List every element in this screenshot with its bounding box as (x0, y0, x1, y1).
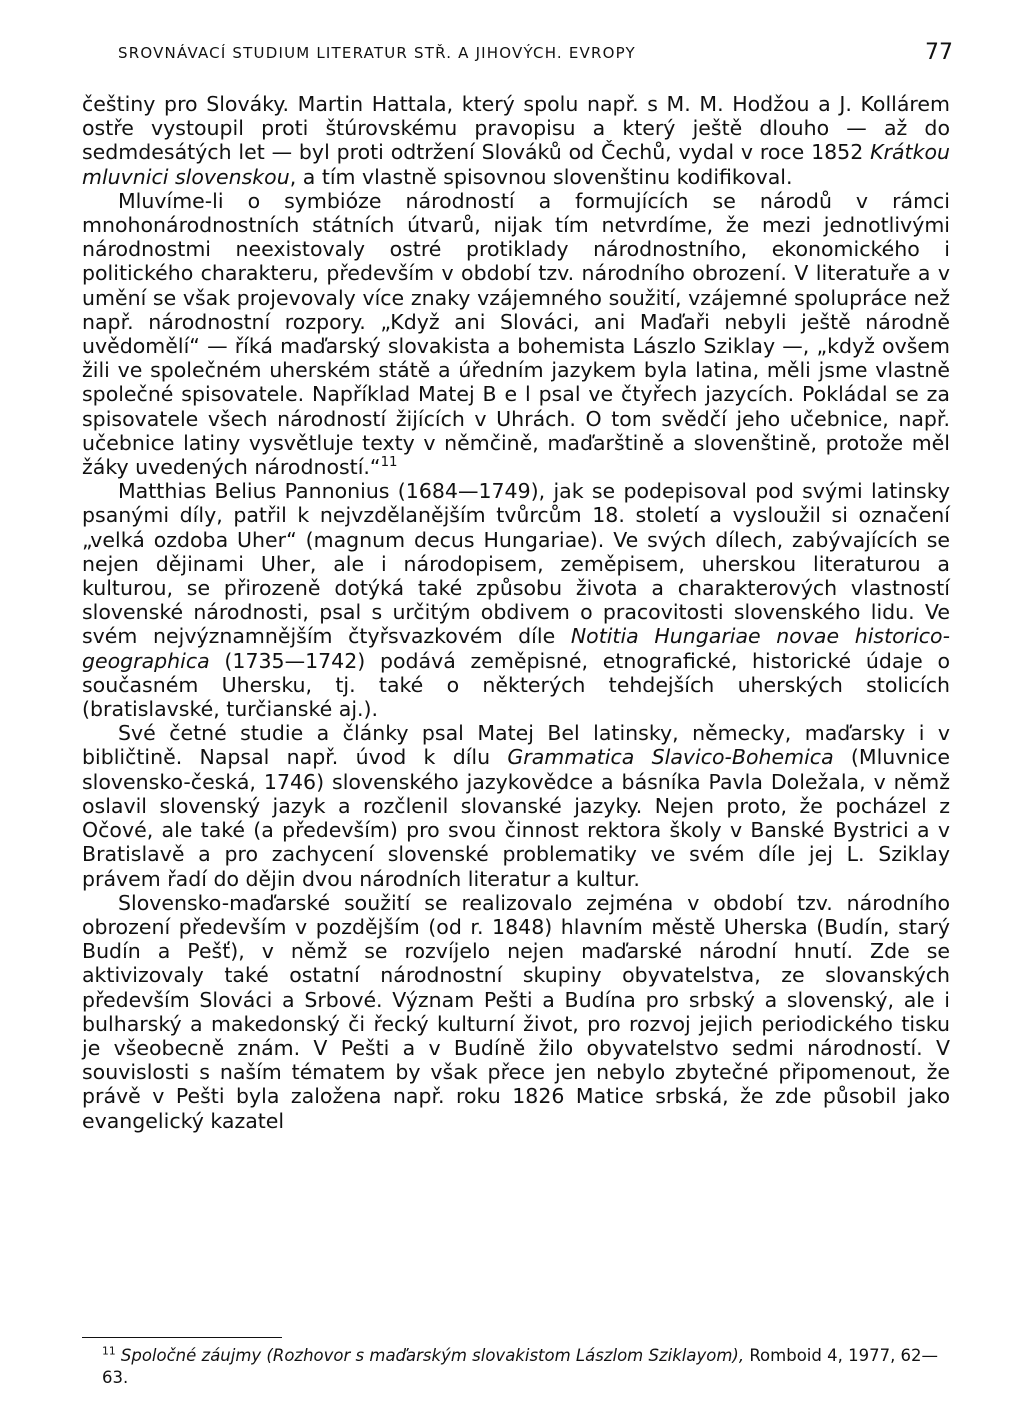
footnote (82, 1345, 950, 1389)
text-run: (Mluvnice slovensko-česká, 1746) slovenského jazykovědce a básníka Pavla Doležala, v němž oslavil slovenský jazyk a rozčlenil slovanské jazyky. Nejen proto, že pocházel z Očové, ale také (a především) pro svou činnost rektora školy v Banské Bystrici a v Bratislavě a pro zachycení slovenské problematiky ve svém díle jej L. Sziklay právem řadí do dějin dvou národních literatur a kultur. (82, 745, 951, 891)
body-text (82, 92, 950, 1133)
text-run: Mluvíme-li o symbióze národností a formujících se národů v rámci mnohonárodnostních státních útvarů, nijak tím netvrdíme, že mezi jednotlivými národnostmi neexistovaly ostré protiklady národnostního, ekonomického i politického charakteru, především v období tzv. národního obrození. V literatuře a v umění se však projevovaly více znaky vzájemného soužití, vzájemné spolupráce než např. národnostní rozpory. „Když ani Slováci, ani Maďaři nebyli ještě národně uvědomělí“ — říká maďarský slovakista a bohemista Lászlo Sziklay —, „když ovšem žili ve společném uherském státě a úředním jazykem byla latina, měli jsme vlastně společné spisovatele. Například Matej B e l psal ve čtyřech jazycích. Pokládal se za spisovatele všech národností žijících v Uhrách. O tom svědčí jeho učebnice, např. učebnice latiny vysvětluje texty v němčině, maďarštině a slovenštině, protože měl žáky uvedených národností.“ (82, 188, 950, 480)
paragraph (82, 721, 950, 890)
italic-title: Spoločné záujmy (Rozhovor s maďarským slovakistom Lászlom Sziklayom), (120, 1346, 745, 1365)
paragraph (82, 479, 950, 721)
text-run: Své četné studie a články psal Matej Bel latinsky, německy, maďarsky i v bibličtině. Napsal např. úvod k dílu (82, 721, 950, 770)
text-run: Romboid 4, 1977, 62—63. (102, 1346, 939, 1387)
footnote-marker: 11 (102, 1344, 116, 1358)
italic-title: Krátkou mluvnici slovenskou (82, 140, 950, 189)
text-run: , a tím vlastně spisovnou slovenštinu kodifikoval. (289, 164, 793, 189)
running-head: SROVNÁVACÍ STUDIUM LITERATUR STŘ. A JIHOVÝCH. EVROPY (118, 44, 636, 62)
text-run: Matthias Belius Pannonius (1684—1749), jak se podepisoval pod svými latinsky psanými díly, patřil k nejvzdělanějším tvůrcům 18. století a vysloužil si označení „velká ozdoba Uher“ (magnum decus Hungariae). Ve svých dílech, zabývajících se nejen dějinami Uher, ale i národopisem, zeměpisem, uherskou literaturou a kulturou, se přirozeně dotýká také způsobu života a charakterových vlastností slovenské národnosti, psal s určitým obdivem o pracovitosti slovenského lidu. Ve svém nejvýznamnějším čtyřsvazkovém díle (82, 479, 950, 649)
footnote-reference: 11 (380, 455, 398, 471)
paragraph (82, 92, 950, 189)
italic-title: Notitia Hungariae novae historico-geographica (82, 624, 950, 673)
footnote-text (102, 1346, 938, 1387)
text-run: (1735—1742) podává zeměpisné, etnografické, historické údaje o současném Uhersku, tj. také o některých tehdejších uherských stolicích (bratislavské, turčianské aj.). (82, 648, 950, 722)
text-run: češtiny pro Slováky. Martin Hattala, který spolu např. s M. M. Hodžou a J. Kollárem ostře vystoupil proti štúrovskému pravopisu a který ještě dlouho — až do sedmdesátých let — byl proti odtržení Slováků od Čechů, vydal v roce 1852 (82, 92, 950, 165)
paragraph (82, 189, 950, 479)
page-number: 77 (925, 40, 953, 65)
italic-title: Grammatica Slavico-Bohemica (507, 745, 834, 770)
paragraph (82, 891, 950, 1133)
text-run: Slovensko-maďarské soužití se realizovalo zejména v období tzv. národního obrození především v pozdějším (od r. 1848) hlavním městě Uherska (Budín, starý Budín a Pešť), v němž se rozvíjelo nejen maďarské národní hnutí. Zde se aktivizovaly také ostatní národnostní skupiny obyvatelstva, ze slovanských především Slováci a Srbové. Význam Pešti a Budína pro srbský a slovenský, ale i bulharský a makedonský či řecký kulturní život, pro rozvoj jejich periodického tisku je všeobecně znám. V Pešti a v Budíně žilo obyvatelstvo sedmi národností. V souvislosti s naším tématem by však přece jen nebylo zbytečné připomenout, že právě v Pešti byla založena např. roku 1826 Matice srbská, že zde působil jako evangelický kazatel (82, 890, 950, 1133)
footnote-divider (82, 1337, 282, 1338)
